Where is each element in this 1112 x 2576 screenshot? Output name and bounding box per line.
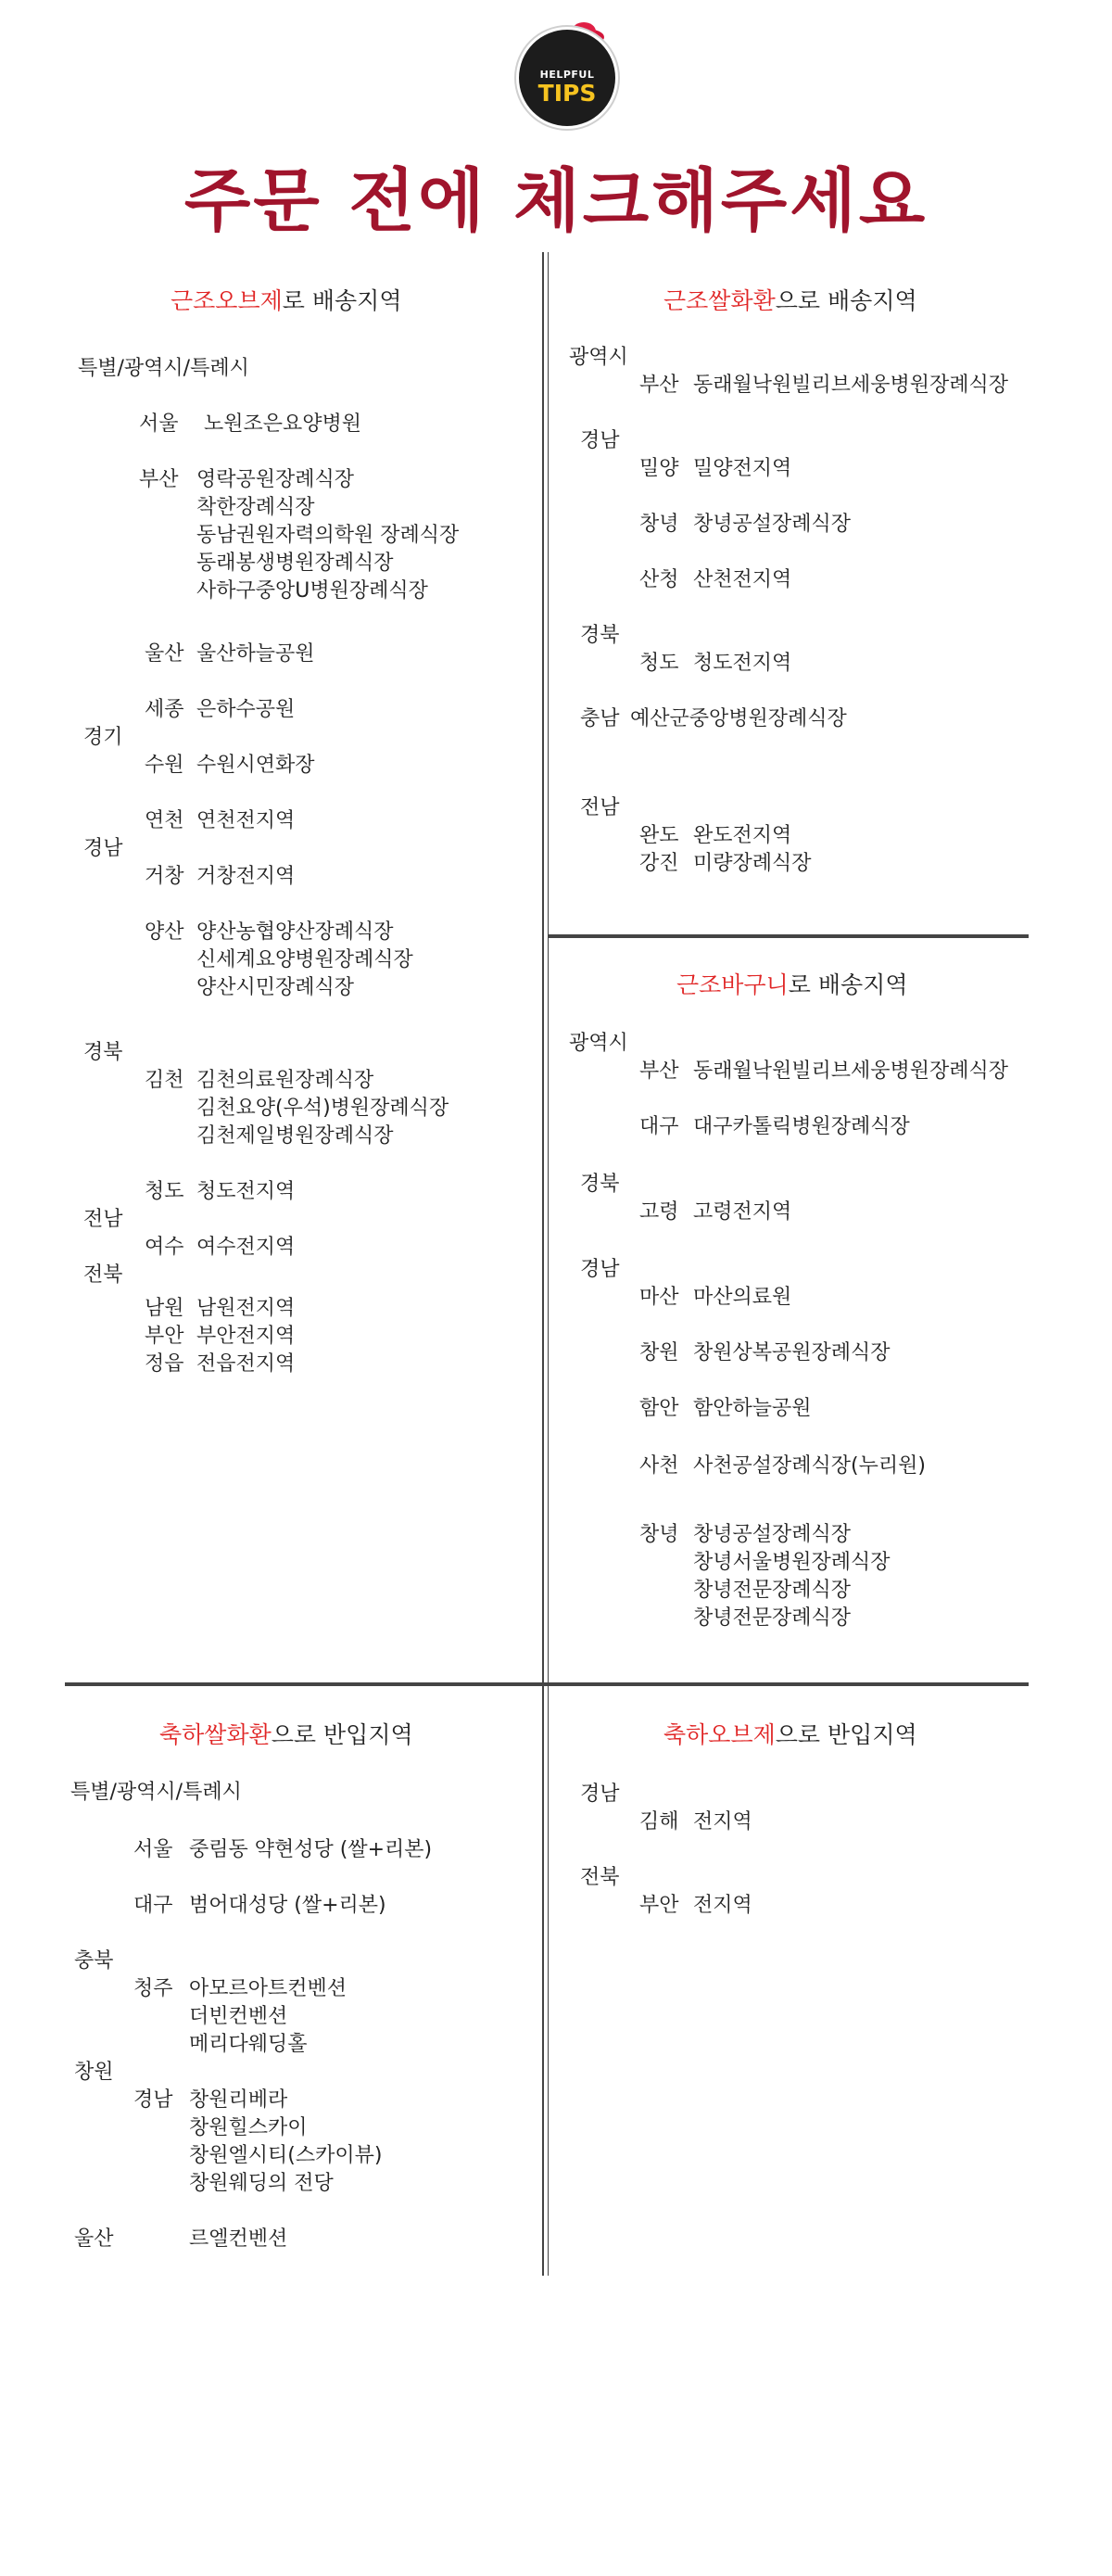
region: 정읍 bbox=[145, 1352, 184, 1376]
venue: 메리다웨딩홀 bbox=[189, 2033, 308, 2056]
section-title-ssal: 근조쌀화환으로 배송지역 bbox=[663, 287, 917, 314]
venue: 창녕공설장례식장 bbox=[693, 1523, 852, 1546]
venue: 동남권원자력의학원 장례식장 bbox=[196, 524, 460, 547]
region: 고령 bbox=[639, 1200, 679, 1224]
section-title-baguni: 근조바구니로 배송지역 bbox=[676, 971, 908, 998]
venue: 여수전지역 bbox=[196, 1236, 296, 1259]
region: 세종 bbox=[145, 698, 184, 721]
venue: 전읍전지역 bbox=[196, 1352, 296, 1376]
region-group: 광역시 bbox=[569, 1032, 628, 1055]
region: 창녕 bbox=[639, 513, 679, 536]
region: 부산 bbox=[639, 374, 679, 397]
divider-bottom bbox=[65, 1682, 1029, 1686]
venue: 신세계요양병원장례식장 bbox=[196, 948, 413, 971]
venue: 창녕공설장례식장 bbox=[693, 513, 852, 536]
venue: 청도전지역 bbox=[196, 1180, 296, 1203]
region: 서울 bbox=[133, 1838, 173, 1861]
venue: 범어대성당 (쌀+리본) bbox=[189, 1894, 386, 1917]
region-group: 경북 bbox=[83, 1041, 123, 1064]
region: 청도 bbox=[145, 1180, 184, 1203]
region: 마산 bbox=[639, 1286, 679, 1309]
venue: 함안하늘공원 bbox=[693, 1397, 812, 1420]
venue: 창원리베라 bbox=[189, 2088, 288, 2112]
venue: 착한장례식장 bbox=[196, 496, 315, 519]
region: 수원 bbox=[145, 754, 184, 777]
region: 강진 bbox=[639, 852, 679, 875]
region-group: 전남 bbox=[580, 796, 620, 819]
venue: 완도전지역 bbox=[693, 824, 792, 847]
region: 김해 bbox=[639, 1810, 679, 1834]
venue: 창녕전문장례식장 bbox=[693, 1606, 852, 1630]
venue: 전지역 bbox=[693, 1894, 752, 1917]
venue: 대구카톨릭병원장례식장 bbox=[693, 1115, 910, 1138]
venue: 더빈컨벤션 bbox=[189, 2005, 288, 2028]
region-group: 전북 bbox=[580, 1866, 620, 1889]
venue: 창원상복공원장례식장 bbox=[693, 1341, 891, 1364]
region: 남원 bbox=[145, 1297, 184, 1320]
section-title-chukovje: 축하오브제으로 반입지역 bbox=[663, 1721, 917, 1748]
venue: 남원전지역 bbox=[196, 1297, 296, 1320]
region-group: 전남 bbox=[83, 1208, 123, 1231]
section-title-chukssal: 축하쌀화환으로 반입지역 bbox=[159, 1721, 413, 1748]
region: 창녕 bbox=[639, 1523, 679, 1546]
region: 완도 bbox=[639, 824, 679, 847]
region: 부산 bbox=[139, 468, 179, 491]
venue: 창원힐스카이 bbox=[189, 2116, 308, 2139]
region: 서울 bbox=[139, 412, 179, 436]
region-group: 경기 bbox=[83, 726, 123, 749]
region-group: 창원 bbox=[74, 2061, 114, 2084]
region: 경남 bbox=[133, 2088, 173, 2112]
venue: 창원웨딩의 전당 bbox=[189, 2172, 334, 2195]
venue: 창원엘시티(스카이뷰) bbox=[189, 2144, 383, 2167]
region: 김천 bbox=[145, 1069, 184, 1092]
region: 창원 bbox=[639, 1341, 679, 1364]
region: 산청 bbox=[639, 568, 679, 591]
venue: 전지역 bbox=[693, 1810, 752, 1834]
vertical-divider-2 bbox=[548, 252, 549, 2276]
vertical-divider bbox=[542, 252, 544, 2276]
region: 부안 bbox=[639, 1894, 679, 1917]
venue: 김천제일병원장례식장 bbox=[196, 1124, 394, 1148]
region-group: 충남 bbox=[580, 707, 620, 730]
venue: 고령전지역 bbox=[693, 1200, 792, 1224]
venue: 영락공원장례식장 bbox=[196, 468, 355, 491]
venue: 사천공설장례식장(누리원) bbox=[693, 1454, 926, 1478]
region: 연천 bbox=[145, 809, 184, 832]
region-group: 경남 bbox=[83, 837, 123, 860]
venue: 동래봉생병원장례식장 bbox=[196, 552, 394, 575]
region: 양산 bbox=[145, 920, 184, 944]
venue: 르엘컨벤션 bbox=[189, 2227, 288, 2251]
venue: 연천전지역 bbox=[196, 809, 296, 832]
venue: 중림동 약현성당 (쌀+리본) bbox=[189, 1838, 433, 1861]
venue: 노원조은요양병원 bbox=[204, 412, 362, 436]
region: 청주 bbox=[133, 1977, 173, 2000]
region-group: 충북 bbox=[74, 1949, 114, 1973]
region: 밀양 bbox=[639, 457, 679, 480]
venue: 수원시연화장 bbox=[196, 754, 315, 777]
venue: 동래월낙원빌리브세웅병원장례식장 bbox=[693, 374, 1009, 397]
venue: 울산하늘공원 bbox=[196, 642, 315, 666]
region: 거창 bbox=[145, 865, 184, 888]
helpful-tips-logo bbox=[519, 20, 630, 132]
page-title: 주문 전에 체크해주세요 bbox=[183, 161, 929, 241]
venue: 부안전지역 bbox=[196, 1325, 296, 1348]
region-group: 특별/광역시/특례시 bbox=[78, 357, 249, 380]
region-group: 울산 bbox=[74, 2227, 114, 2251]
region: 사천 bbox=[639, 1454, 679, 1478]
region-group: 특별/광역시/특례시 bbox=[70, 1781, 242, 1804]
region-group: 경남 bbox=[580, 429, 620, 452]
region: 청도 bbox=[639, 652, 679, 675]
venue: 김천요양(우석)병원장례식장 bbox=[196, 1097, 449, 1120]
section-title-ovje: 근조오브제로 배송지역 bbox=[171, 287, 402, 314]
venue: 양산시민장례식장 bbox=[196, 976, 355, 999]
venue: 청도전지역 bbox=[693, 652, 792, 675]
region: 함안 bbox=[639, 1397, 679, 1420]
region: 부안 bbox=[145, 1325, 184, 1348]
region: 여수 bbox=[145, 1236, 184, 1259]
region: 대구 bbox=[639, 1115, 679, 1138]
venue: 산천전지역 bbox=[693, 568, 792, 591]
region-group: 경북 bbox=[580, 624, 620, 647]
region-group: 전북 bbox=[83, 1263, 123, 1287]
venue: 김천의료원장례식장 bbox=[196, 1069, 374, 1092]
region-group: 경남 bbox=[580, 1258, 620, 1281]
venue: 동래월낙원빌리브세웅병원장례식장 bbox=[693, 1060, 1009, 1083]
region-group: 광역시 bbox=[569, 346, 628, 369]
divider-right-middle bbox=[549, 934, 1029, 938]
logo-line1: HELPFUL bbox=[539, 69, 595, 81]
region-group: 경남 bbox=[580, 1783, 620, 1806]
venue: 거창전지역 bbox=[196, 865, 296, 888]
venue: 은하수공원 bbox=[196, 698, 296, 721]
venue: 미량장례식장 bbox=[693, 852, 812, 875]
region-group: 경북 bbox=[580, 1173, 620, 1196]
venue: 예산군중앙병원장례식장 bbox=[630, 707, 847, 730]
region: 대구 bbox=[133, 1894, 173, 1917]
region: 울산 bbox=[145, 642, 184, 666]
logo-line2: TIPS bbox=[537, 80, 597, 107]
venue: 마산의료원 bbox=[693, 1286, 792, 1309]
region: 부산 bbox=[639, 1060, 679, 1083]
venue: 밀양전지역 bbox=[693, 457, 792, 480]
venue: 양산농협양산장례식장 bbox=[196, 920, 394, 944]
venue: 아모르아트컨벤션 bbox=[189, 1977, 348, 2000]
venue: 창녕서울병원장례식장 bbox=[693, 1551, 891, 1574]
venue: 사하구중앙U병원장례식장 bbox=[196, 579, 428, 603]
venue: 창녕전문장례식장 bbox=[693, 1579, 852, 1602]
